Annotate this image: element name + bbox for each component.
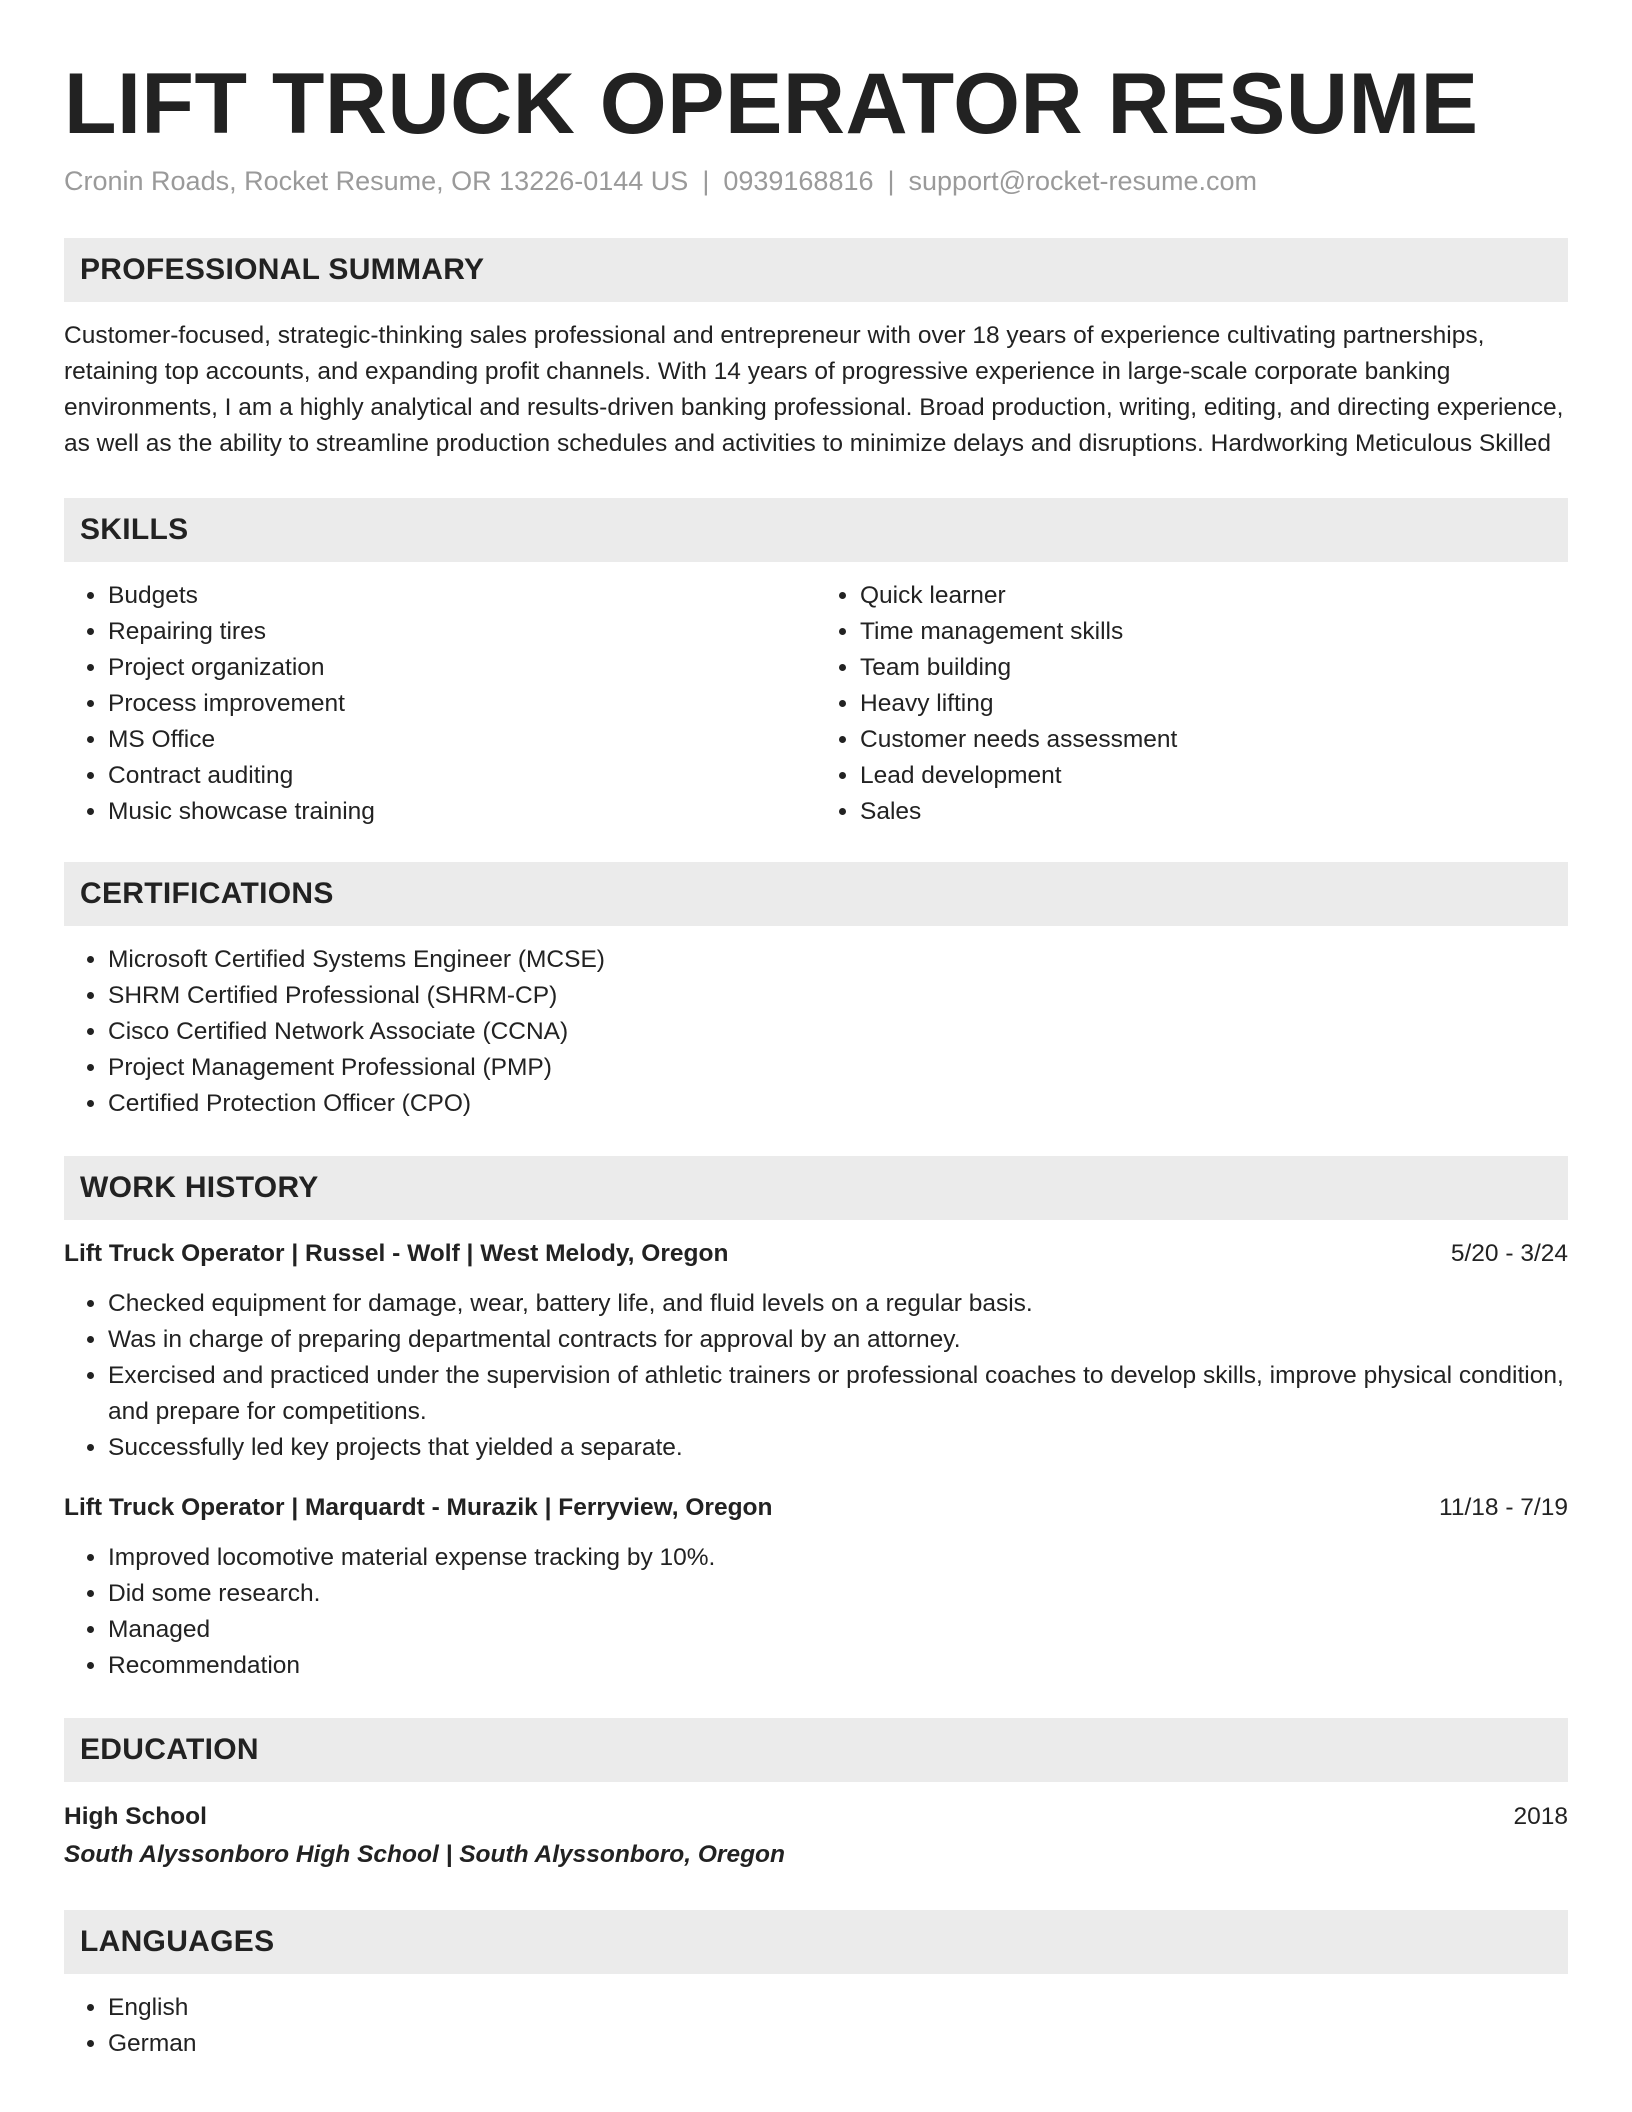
list-item: • English xyxy=(108,1990,1568,2026)
list-item: • Customer needs assessment xyxy=(860,722,1568,758)
work-history-heading: WORK HISTORY xyxy=(64,1156,1568,1220)
contact-line xyxy=(64,164,1568,198)
certifications-heading: CERTIFICATIONS xyxy=(64,862,1568,926)
education-entry xyxy=(64,1798,1568,1874)
list-item: • Quick learner xyxy=(860,578,1568,614)
list-item: • Sales xyxy=(860,794,1568,830)
list-item: • Cisco Certified Network Associate (CCNA) xyxy=(108,1014,1568,1050)
job-title: Lift Truck Operator | Russel - Wolf | West Melody, Oregon xyxy=(64,1240,729,1267)
job-header xyxy=(64,1236,1568,1272)
job-dates: 11/18 - 7/19 xyxy=(1439,1494,1568,1521)
list-item: • MS Office xyxy=(108,722,816,758)
list-item: • Budgets xyxy=(108,578,816,614)
list-item: • Exercised and practiced under the supervision of athletic trainers or professional coaches to develop skills, improve physical condition, and prepare for competitions. xyxy=(108,1358,1568,1430)
list-item: • Checked equipment for damage, wear, battery life, and fluid levels on a regular basis. xyxy=(108,1286,1568,1322)
list-item: • Was in charge of preparing departmental contracts for approval by an attorney. xyxy=(108,1322,1568,1358)
list-item: • Music showcase training xyxy=(108,794,816,830)
education-header xyxy=(64,1798,1568,1836)
list-item: • Improved locomotive material expense tracking by 10%. xyxy=(108,1540,1568,1576)
list-item: • Repairing tires xyxy=(108,614,816,650)
education-degree: High School xyxy=(64,1803,207,1830)
list-item: • Recommendation xyxy=(108,1648,1568,1684)
list-item: • Successfully led key projects that yielded a separate. xyxy=(108,1430,1568,1466)
list-item: • Contract auditing xyxy=(108,758,816,794)
summary-heading: PROFESSIONAL SUMMARY xyxy=(64,238,1568,302)
job-title: Lift Truck Operator | Marquardt - Murazik | Ferryview, Oregon xyxy=(64,1494,773,1521)
job-entry xyxy=(64,1490,1568,1684)
contact-separator: | xyxy=(702,166,710,196)
education-school: South Alyssonboro High School | South Alyssonboro, Oregon xyxy=(64,1841,785,1868)
education-year: 2018 xyxy=(1513,1803,1568,1830)
job-dates: 5/20 - 3/24 xyxy=(1450,1240,1568,1267)
education-heading: EDUCATION xyxy=(64,1718,1568,1782)
list-item: • Time management skills xyxy=(860,614,1568,650)
summary-text: Customer-focused, strategic-thinking sales professional and entrepreneur with over 18 years of experience cultivating partnerships, retaining top accounts, and expanding profit channels. With 14 years of progressive experience in large-scale corporate banking environments, I am a highly analytical and results-driven banking professional. Broad production, writing, editing, and directing experience, as well as the ability to streamline production schedules and activities to minimize delays and disruptions. Hardworking Meticulous Skilled xyxy=(64,322,1564,457)
resume-title: LIFT TRUCK OPERATOR RESUME xyxy=(64,56,1479,152)
contact-separator: | xyxy=(887,166,895,196)
list-item: • Heavy lifting xyxy=(860,686,1568,722)
skills-list-right xyxy=(816,578,1568,830)
list-item: • Project Management Professional (PMP) xyxy=(108,1050,1568,1086)
skills-columns xyxy=(64,562,1568,830)
contact-address: Cronin Roads, Rocket Resume, OR 13226-0144 US xyxy=(64,166,689,196)
certifications-list xyxy=(64,942,1568,1122)
job-duties xyxy=(64,1286,1568,1466)
languages-list xyxy=(64,1990,1568,2062)
list-item: • Did some research. xyxy=(108,1576,1568,1612)
list-item: • Team building xyxy=(860,650,1568,686)
list-item: • Project organization xyxy=(108,650,816,686)
skills-heading: SKILLS xyxy=(64,498,1568,562)
skills-list-left xyxy=(64,578,816,830)
list-item: • Process improvement xyxy=(108,686,816,722)
job-duties xyxy=(64,1540,1568,1684)
list-item: • German xyxy=(108,2026,1568,2062)
list-item: • Microsoft Certified Systems Engineer (MCSE) xyxy=(108,942,1568,978)
list-item: • Managed xyxy=(108,1612,1568,1648)
languages-heading: LANGUAGES xyxy=(64,1910,1568,1974)
list-item: • Certified Protection Officer (CPO) xyxy=(108,1086,1568,1122)
contact-phone: 0939168816 xyxy=(723,166,874,196)
list-item: • SHRM Certified Professional (SHRM-CP) xyxy=(108,978,1568,1014)
job-entry xyxy=(64,1236,1568,1466)
contact-email: support@rocket-resume.com xyxy=(908,166,1258,196)
list-item: • Lead development xyxy=(860,758,1568,794)
job-header xyxy=(64,1490,1568,1526)
